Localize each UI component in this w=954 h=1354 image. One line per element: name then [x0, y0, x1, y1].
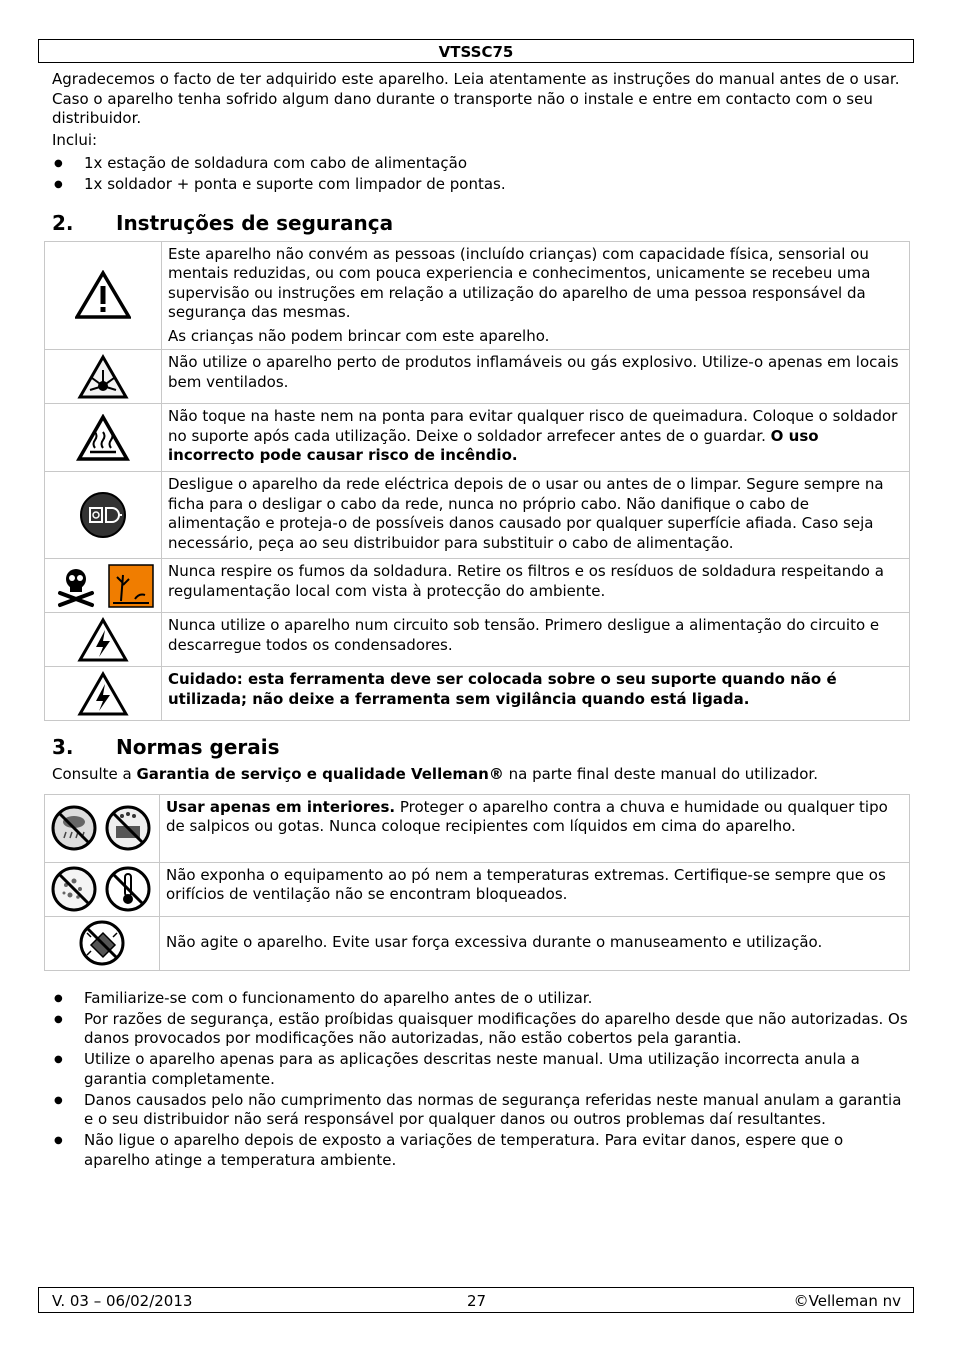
includes-list	[52, 154, 912, 195]
list-item: ● Utilize o aparelho apenas para as aplicações descritas neste manual. Uma utilização incorrecta anula a garantia completamente.	[52, 1050, 912, 1089]
copyright: ©Velleman nv	[793, 1292, 901, 1310]
table-row: Desligue o aparelho da rede eléctrica depois de o usar ou antes de o limpar. Segure sempre na ficha para o desligar o cabo da rede, nunca no próprio cabo. Não danifique o cabo de alimentação e proteja-o de possíveis danos causado por qualquer superfície afiada. Caso seja necessário, peça ao seu distribuidor para substituir o cabo de alimentação.	[45, 472, 910, 559]
no-shock-icon	[45, 916, 160, 970]
page-number: 27	[467, 1292, 487, 1310]
table-row: Nunca respire os fumos da soldadura. Retire os filtros e os resíduos de soldadura respeitando a regulamentação local com vista à protecção do ambiente.	[45, 559, 910, 613]
safety-table	[44, 241, 910, 722]
list-item: ● Danos causados pelo não cumprimento das normas de segurança referidas neste manual anulam a garantia e o seu distribuidor não será responsável por qualquer danos ou outros problemas daí resultantes.	[52, 1091, 912, 1130]
electric-hazard-icon-2	[45, 667, 162, 721]
general-rules-list	[52, 989, 912, 1171]
consult-paragraph: Consulte a Garantia de serviço e qualidade Velleman® na parte final deste manual do utilizador.	[52, 765, 818, 783]
hot-surface-icon	[45, 404, 162, 472]
section-heading-safety: 2. Instruções de segurança	[52, 210, 394, 235]
document-header	[38, 39, 914, 63]
general-table	[44, 794, 910, 971]
table-row: Não exponha o equipamento ao pó nem a temperaturas extremas. Certifique-se sempre que os orifícios de ventilação não se encontram bloqueados.	[45, 862, 910, 916]
table-row: Não toque na haste nem na ponta para evitar qualquer risco de queimadura. Coloque o soldador no suporte após cada utilização. Deixe o soldador arrefecer antes de o guardar. O uso incorrecto pode causar risco de incêndio.	[45, 404, 910, 472]
version-date: V. 03 – 06/02/2013	[52, 1292, 193, 1310]
section-heading-general: 3. Normas gerais	[52, 735, 280, 759]
table-row: Usar apenas em interiores. Proteger o aparelho contra a chuva e humidade ou qualquer tipo de salpicos ou gotas. Nunca coloque recipientes com líquidos em cima do aparelho.	[45, 794, 910, 862]
list-item: ● Familiarize-se com o funcionamento do aparelho antes de o utilizar.	[52, 989, 912, 1009]
table-row: Este aparelho não convém as pessoas (incluído crianças) com capacidade física, sensorial ou mentais reduzidas, ou com pouca experiencia e conhecimentos, unicamente se recebeu uma supervisão ou instruções em relação a utilização do aparelho de uma pessoa responsável da segurança das mesmas. As crianças não podem brincar com este aparelho.	[45, 241, 910, 350]
no-rain-icon	[45, 794, 160, 862]
explosive-icon	[45, 350, 162, 404]
table-row: Não agite o aparelho. Evite usar força excessiva durante o manuseamento e utilização.	[45, 916, 910, 970]
warning-icon	[45, 241, 162, 350]
list-item: ● Não ligue o aparelho depois de exposto a variações de temperatura. Para evitar danos, espere que o aparelho atinge a temperatura ambiente.	[52, 1131, 912, 1170]
no-dust-temperature-icon	[45, 862, 160, 916]
list-item: ● 1x estação de soldadura com cabo de alimentação	[52, 154, 912, 174]
document-footer	[38, 1287, 914, 1313]
list-item: ● Por razões de segurança, estão proíbidas quaisquer modificações do aparelho desde que não autorizadas. Os danos provocados por modificações não autorizadas, não estão cobertos pela garantia.	[52, 1010, 912, 1049]
table-row: Cuidado: esta ferramenta deve ser colocada sobre o seu suporte quando não é utilizada; não deixe a ferramenta sem vigilância quando está ligada.	[45, 667, 910, 721]
toxic-environment-icon	[45, 559, 162, 613]
table-row: Nunca utilize o aparelho num circuito sob tensão. Primero desligue a alimentação do circuito e descarregue todos os condensadores.	[45, 613, 910, 667]
electric-hazard-icon	[45, 613, 162, 667]
includes-label: Inclui:	[52, 130, 98, 149]
list-item: ● 1x soldador + ponta e suporte com limpador de pontas.	[52, 175, 912, 195]
intro-paragraph: Agradecemos o facto de ter adquirido este aparelho. Leia atentamente as instruções do manual antes de o usar. Caso o aparelho tenha sofrido algum dano durante o transporte não o instale e entre em contacto com o seu distribuidor.	[52, 70, 900, 127]
unplug-icon	[45, 472, 162, 559]
page-content	[52, 70, 912, 1172]
table-row: Não utilize o aparelho perto de produtos inflamáveis ou gás explosivo. Utilize-o apenas em locais bem ventilados.	[45, 350, 910, 404]
model-title: VTSSC75	[438, 43, 514, 61]
